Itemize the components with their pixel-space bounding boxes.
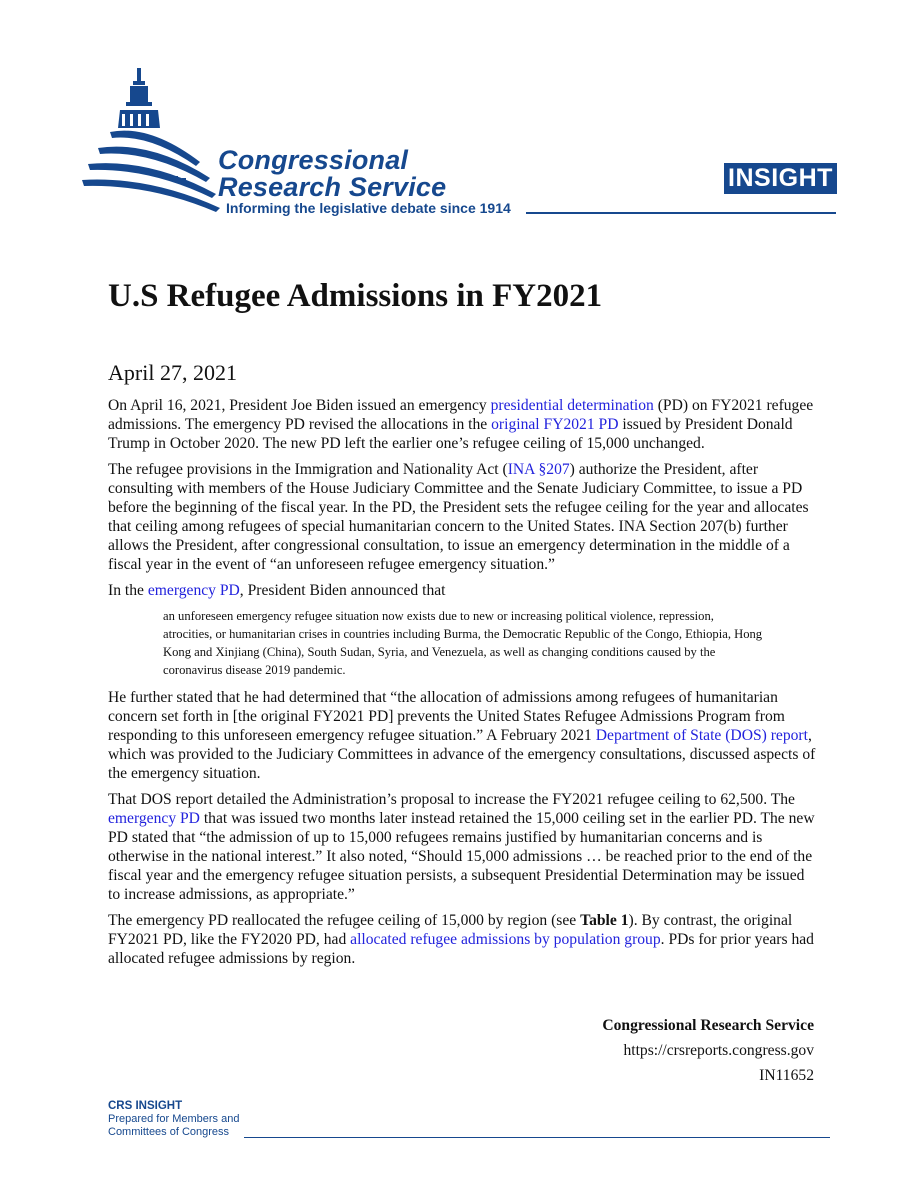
population-group-link[interactable]: allocated refugee admissions by population group [350,931,661,948]
text-span: He further stated that he had determined that “the allocation of admissions among refugees of humanitarian concern set forth in [the original FY2021 PD] prevents the United States Refugee Admissions Program from responding to this unforeseen emergency refugee situation.” A February 2021 [108,689,785,744]
text-span: The emergency PD reallocated the refugee ceiling of 15,000 by region (see [108,912,581,929]
text-span: that was issued two months later instead retained the 15,000 ceiling set in the earlier PD. The new PD stated that “the admission of up to 15,000 refugees remains justified by humanitarian concerns and is otherwise in the national interest.” It also noted, “Should 15,000 admissions … be reached prior to the end of the fiscal year and the emergency refugee situation persists, a subsequent Presidential Determination may be issued to increase admissions, as appropriate.” [108,810,815,903]
ina-207-link[interactable]: INA §207 [507,461,570,478]
paragraph-2 [108,460,816,574]
footer-org: Congressional Research Service [602,1017,814,1034]
crs-brand-name [218,147,446,201]
paragraph-4 [108,688,816,783]
text-span: . PDs for prior years had allocated refugee admissions by region. [108,931,814,967]
brand-line-1: Congressional [218,145,409,175]
report-id: IN11652 [759,1067,814,1084]
publication-date: April 27, 2021 [108,360,237,385]
text-span: The refugee provisions in the Immigration and Nationality Act ( [108,461,508,478]
emergency-pd-link[interactable]: emergency PD [147,582,240,599]
text-span: On April 16, 2021, President Joe Biden issued an emergency [108,397,491,414]
text-span: (PD) on FY2021 refugee admissions. The emergency PD revised the allocations in the [108,397,814,433]
text-span: , which was provided to the Judiciary Committees in advance of the emergency consultations, discussed aspects of the emergency situation. [108,727,816,782]
brand-line-2: Research Service [218,172,447,202]
block-quote: an unforeseen emergency refugee situation now exists due to new or increasing political violence, repression, atrocities, or humanitarian crises in countries including Burma, the Democratic Republic of the Congo, Ethiopia, Hong Kong and Xinjiang (China), South Sudan, Syria, and Venezuela, as well as changing conditions caused by the coronavirus disease 2019 pandemic. [163,609,763,677]
brand-tagline: Informing the legislative debate since 1914 [226,200,511,216]
text-span: In the [108,582,148,599]
paragraph-6 [108,911,816,968]
text-span: That DOS report detailed the Administration’s proposal to increase the FY2021 refugee ceiling to 62,500. The [108,791,795,808]
paragraph-1 [108,396,816,453]
paragraph-3 [108,581,816,600]
paragraph-5 [108,790,816,904]
document-body [108,396,816,975]
page-title: U.S Refugee Admissions in FY2021 [108,278,603,314]
dos-report-link[interactable]: Department of State (DOS) report [595,727,808,744]
presidential-determination-link[interactable]: presidential determination [490,397,654,414]
prepared-for-line-1: Prepared for Members and [108,1113,240,1125]
text-span: issued by President Donald Trump in October 2020. The new PD left the earlier one’s refugee ceiling of 15,000 unchanged. [108,416,793,452]
footer-url: https://crsreports.congress.gov [623,1042,814,1059]
text-span: ) authorize the President, after consulting with members of the House Judiciary Committee and the Senate Judiciary Committee, to issue a PD before the beginning of the fiscal year. In the PD, the President sets the refugee ceiling for the year and allocates that ceiling among refugees of special humanitarian concern to the United States. INA Section 207(b) further allows the President, after congressional consultation, to issue an emergency determination in the middle of a fiscal year in the event of “an unforeseen refugee emergency situation.” [108,461,809,573]
emergency-pd-link-2[interactable]: emergency PD [108,810,200,827]
crs-insight-label: CRS INSIGHT [108,1100,183,1112]
text-span: ). By contrast, the original FY2021 PD, like the FY2020 PD, had [108,912,793,948]
table-reference: Table 1 [580,912,629,929]
footer-divider [244,1137,830,1138]
capitol-dome-logo [80,66,230,216]
insight-badge: INSIGHT [724,163,837,194]
prepared-for-line-2: Committees of Congress [108,1126,230,1138]
header-divider [526,212,836,214]
original-fy2021-pd-link[interactable]: original FY2021 PD [491,416,619,433]
text-span: , President Biden announced that [239,582,446,599]
footer-citation [602,1013,814,1088]
crs-insight-footer [108,1100,239,1139]
